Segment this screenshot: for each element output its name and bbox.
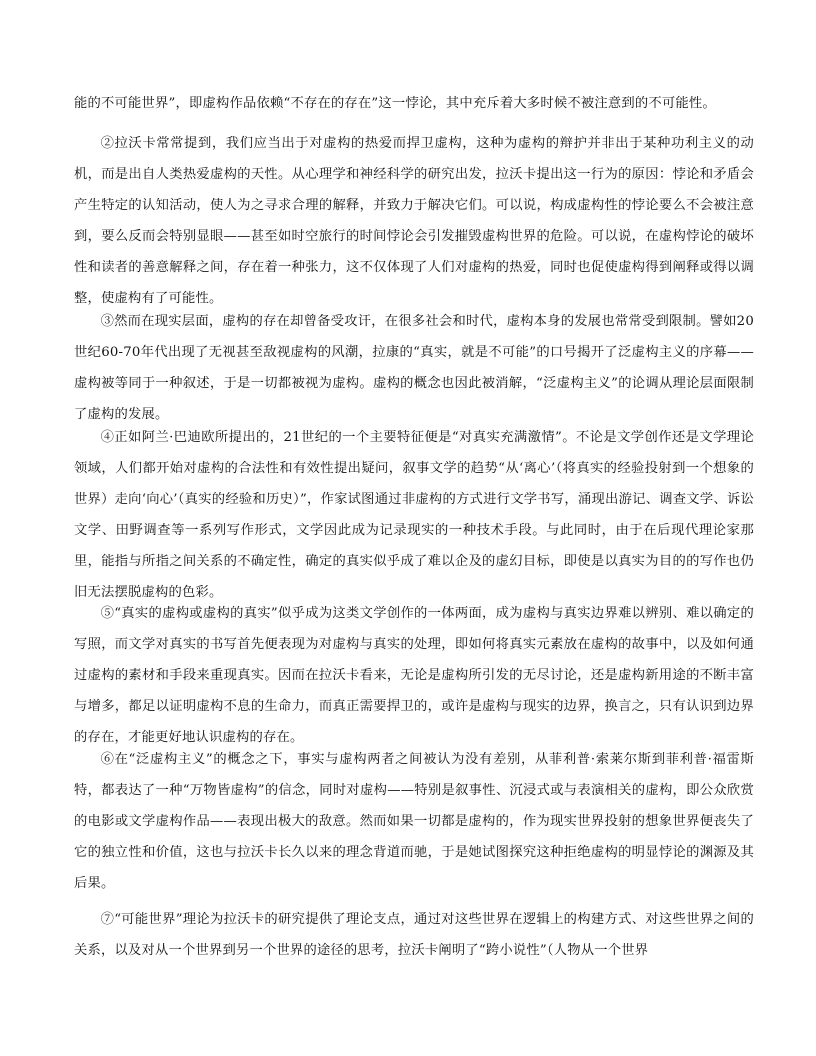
paragraph-5: ⑤“真实的虚构或虚构的真实”似乎成为这类文学创作的一体两面，成为虚构与真实边界难以辨别、难以确定的写照，而文学对真实的书写首先便表现为对虚构与真实的处理，即如何将真实元素放在虚构的故事中，以及如何通过虚构的素材和手段来重现真实。因而在拉沃卡看来，无论是虚构所引发的无尽讨论，还是虚构新用途的不断丰富与增多，都足以证明虚构不息的生命力，而真正需要捍卫的，或许是虚构与现实的边界，换言之，只有认识到边界的存在，才能更好地认识虚构的存在。 — [74, 606, 754, 745]
paragraph-3: ③然而在现实层面，虚构的存在却曾备受攻讦，在很多社会和时代，虚构本身的发展也常常受到限制。譬如20世纪60-70年代出现了无视甚至敌视虚构的风潮，拉康的“真实，就是不可能”的口号揭开了泛虚构主义的序幕——虚构被等同于一种叙述，于是一切都被视为虚构。虚构的概念也因此被消解，“泛虚构主义”的论调从理论层面限制了虚构的发展。 — [74, 314, 754, 422]
paragraph-2: ②拉沃卡常常提到，我们应当出于对虚构的热爱而捍卫虚构，这种为虚构的辩护并非出于某种功利主义的动机，而是出自人类热爱虚构的天性。从心理学和神经科学的研究出发，拉沃卡提出这一行为的原因：悖论和矛盾会产生特定的认知活动，使人为之寻求合理的解释，并致力于解决它们。可以说，构成虚构性的悖论要么不会被注意到，要么反而会特别显眼——甚至如时空旅行的时间悖论会引发摧毁虚构世界的危险。可以说，在虚构悖论的破坏性和读者的善意解释之间，存在着一种张力，这不仅体现了人们对虚构的热爱，同时也促使虚构得到阐释或得以调整，使虚构有了可能性。 — [74, 136, 754, 306]
paragraph-7: ⑦“可能世界”理论为拉沃卡的研究提供了理论支点，通过对这些世界在逻辑上的构建方式、对这些世界之间的关系，以及对从一个世界到另一个世界的途径的思考，拉沃卡阐明了“跨小说性”（人物从一个世界 — [74, 912, 754, 958]
paragraph-6: ⑥在“泛虚构主义”的概念之下，事实与虚构两者之间被认为没有差别，从菲利普·索莱尔斯到菲利普·福雷斯特，都表达了一种“万物皆虚构”的信念，同时对虚构——特别是叙事性、沉浸式或与表演相关的虚构，即公众欣赏的电影或文学虚构作品——表现出极大的敌意。然而如果一切都是虚构的，作为现实世界投射的想象世界便丧失了它的独立性和价值，这也与拉沃卡长久以来的理念背道而驰，于是她试图探究这种拒绝虚构的明显悖论的渊源及其后果。 — [74, 752, 754, 891]
paragraph-continued: 能的不可能世界”，即虚构作品依赖“不存在的存在”这一悖论，其中充斥着大多时候不被注意到的不可能性。 — [74, 96, 716, 111]
paragraph-4: ④正如阿兰·巴迪欧所提出的，21世纪的一个主要特征便是“对真实充满激情”。不论是文学创作还是文学理论领域，人们都开始对虚构的合法性和有效性提出疑问，叙事文学的趋势“从‘离心’（将真实的经验投射到一个想象的世界）走向‘向心’（真实的经验和历史）”，作家试图通过非虚构的方式进行文学书写，涌现出游记、调查文学、诉讼文学、田野调查等一系列写作形式，文学因此成为记录现实的一种技术手段。与此同时，由于在后现代理论家那里，能指与所指之间关系的不确定性，确定的真实似乎成了难以企及的虚幻目标，即使是以真实为目的的写作也仍旧无法摆脱虚构的色彩。 — [74, 430, 754, 600]
